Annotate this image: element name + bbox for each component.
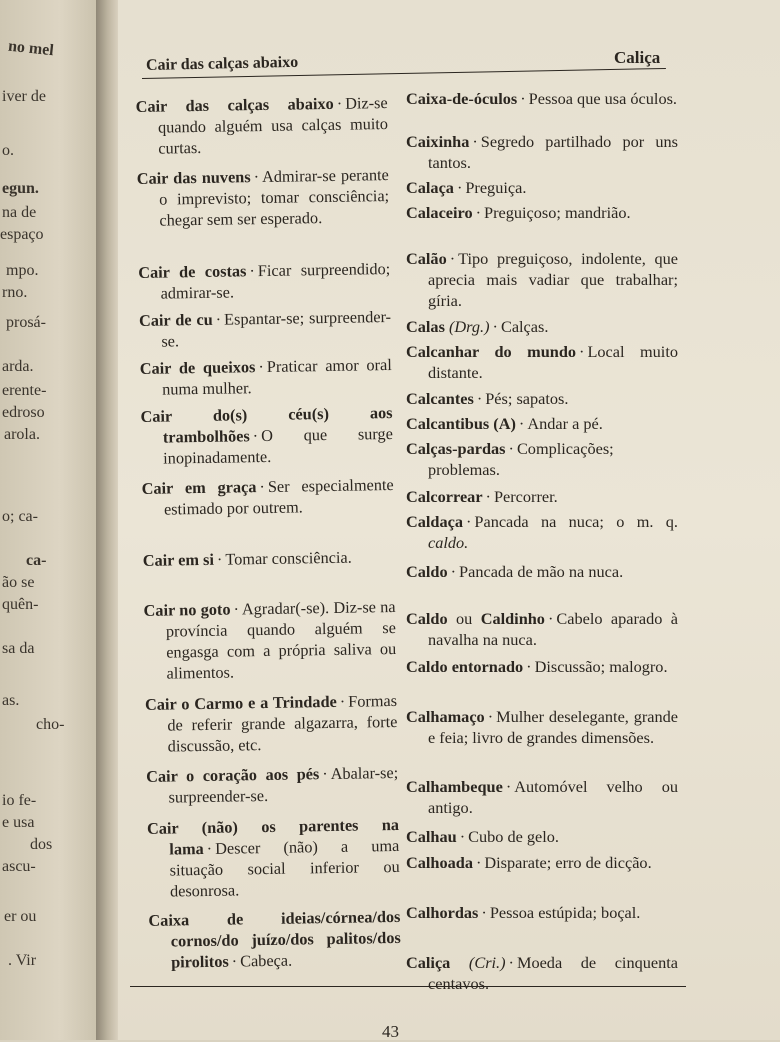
- entry-definition: Moeda de cinquenta centavos.: [428, 953, 678, 993]
- dictionary-entry: [143, 546, 395, 571]
- entry-term: Cair do(s) céu(s) aos trambolhões: [140, 402, 393, 447]
- entry-definition: Praticar amor oral numa mulher.: [161, 354, 392, 399]
- dictionary-entry: [146, 762, 399, 808]
- entry-term: Calas: [406, 317, 445, 336]
- entry-separator: ·: [253, 167, 260, 187]
- dictionary-entry: [406, 511, 678, 553]
- entry-separator: ·: [485, 487, 491, 506]
- entry-term-variant: Caldinho: [480, 609, 545, 628]
- facing-page-fragment: arola.: [4, 426, 40, 443]
- facing-page-fragment: ca-: [26, 552, 47, 569]
- entry-separator: ·: [505, 777, 512, 796]
- dictionary-entry: [406, 341, 678, 383]
- dictionary-entry: [140, 402, 393, 469]
- entry-separator: ·: [459, 827, 466, 846]
- entry-separator: ·: [518, 414, 525, 433]
- entry-term: Cair de costas: [138, 261, 247, 282]
- facing-page-fragment: io fe-: [2, 792, 37, 809]
- dictionary-entry: [406, 608, 678, 650]
- facing-page: [0, 0, 100, 1040]
- dictionary-entry: [406, 852, 678, 873]
- entry-term: Caldo entornado: [406, 657, 524, 676]
- entry-cross-ref-label: m. q.: [636, 512, 678, 531]
- entry-definition: Pessoa estúpida; boçal.: [489, 903, 641, 922]
- entry-definition: Preguiçoso; mandrião.: [484, 203, 631, 222]
- entry-term: Cair (não) os parentes na lama: [146, 814, 400, 859]
- entry-definition: O que surge inopinadamente.: [163, 423, 393, 468]
- entry-term: Cair o coração aos pés: [146, 764, 320, 786]
- dictionary-entry: [406, 826, 678, 847]
- entry-separator: ·: [476, 389, 483, 408]
- entry-definition: Cabelo aparado à navalha na nuca.: [428, 609, 678, 649]
- entry-separator: ·: [252, 426, 259, 446]
- entry-separator: ·: [322, 764, 328, 784]
- dictionary-entry: [145, 690, 398, 757]
- entry-separator: ·: [449, 249, 456, 268]
- entry-definition: Segredo partilhado por uns tantos.: [428, 132, 678, 172]
- entry-term: Caldo: [406, 562, 448, 581]
- entry-separator: ·: [465, 512, 472, 531]
- entry-term: Calhau: [406, 827, 457, 846]
- entry-definition: Percorrer.: [493, 487, 558, 506]
- entry-definition: Espantar-se; surpreender-se.: [161, 307, 392, 351]
- facing-page-fragment: no mel: [7, 37, 55, 60]
- dictionary-entry: [406, 706, 678, 748]
- entry-separator: ·: [450, 562, 457, 581]
- entry-definition: Cubo de gelo.: [468, 827, 559, 846]
- entry-abbreviation: (Drg.): [448, 317, 490, 336]
- entry-separator: ·: [258, 357, 265, 377]
- entry-separator: ·: [456, 178, 463, 197]
- dictionary-entry: [406, 438, 678, 480]
- entry-term: Caliça: [406, 953, 451, 972]
- entry-definition: Ser especialmente estimado por outrem.: [163, 474, 394, 519]
- entry-term: Caldo: [406, 609, 448, 628]
- entry-abbreviation: (Cri.): [468, 953, 506, 972]
- entry-term: Calcorrear: [406, 487, 483, 506]
- dictionary-entry: [148, 906, 401, 973]
- entry-definition: Tipo preguiçoso, indolente, que aprecia mais vadiar que trabalhar; gíria.: [428, 249, 678, 310]
- entry-term: Cair em si: [142, 549, 215, 570]
- entry-definition: Pancada na nuca; o: [474, 512, 625, 531]
- entry-term: Calcanhar do mundo: [406, 342, 577, 361]
- facing-page-fragment: e usa: [2, 814, 35, 831]
- dictionary-entry: [147, 814, 400, 902]
- entry-term: Cair em graça: [141, 477, 257, 498]
- entry-separator: ·: [579, 342, 585, 361]
- entry-term: Cair das calças abaixo: [135, 93, 334, 116]
- entry-term: Cair de cu: [138, 309, 213, 330]
- facing-page-fragment: er ou: [4, 908, 37, 925]
- entry-separator: ·: [216, 549, 223, 569]
- facing-page-fragment: dos: [30, 836, 53, 853]
- entry-definition: Pés; sapatos.: [485, 389, 569, 408]
- entry-definition: Preguiça.: [465, 178, 527, 197]
- entry-term: Cair o Carmo e a Trindade: [144, 691, 337, 714]
- entry-term: Cair de queixos: [139, 357, 256, 378]
- facing-page-fragment: arda.: [2, 358, 34, 375]
- dictionary-entry: [406, 88, 678, 109]
- entry-term: Calaceiro: [406, 203, 473, 222]
- entry-definition: Pessoa que usa óculos.: [528, 89, 677, 108]
- entry-separator: ·: [215, 309, 222, 329]
- entry-definition: Calças.: [500, 317, 549, 336]
- facing-page-fragment: as.: [2, 692, 20, 709]
- dictionary-entry: [406, 776, 678, 818]
- facing-page-fragment: sa da: [2, 640, 35, 657]
- dictionary-entry: [406, 561, 678, 582]
- entry-separator: ·: [249, 261, 255, 281]
- facing-page-fragment: mpo.: [6, 262, 39, 279]
- entry-definition: Automóvel velho ou antigo.: [428, 777, 678, 817]
- facing-page-fragment: cho-: [36, 716, 65, 733]
- page-number: 43: [382, 1022, 399, 1041]
- entry-cross-ref: caldo.: [428, 533, 469, 552]
- entry-term: Calhamaço: [406, 707, 485, 726]
- entry-separator: ·: [492, 317, 498, 336]
- entry-term: Cair das nuvens: [136, 167, 251, 188]
- dictionary-entry: [406, 656, 678, 677]
- entry-separator: ·: [508, 953, 514, 972]
- entry-term: Calhambeque: [406, 777, 503, 796]
- footer-rule: [130, 986, 686, 987]
- entry-separator: ·: [487, 707, 494, 726]
- dictionary-entry: [138, 258, 391, 304]
- entry-separator: ·: [206, 838, 213, 858]
- entry-term: Calcantes: [406, 389, 474, 408]
- facing-page-fragment: erente-: [2, 382, 47, 399]
- entry-definition: Cabeça.: [239, 950, 293, 971]
- entry-separator: ·: [339, 691, 346, 711]
- entry-definition: Abalar-se; surpreender-se.: [168, 762, 399, 807]
- entry-definition: Admirar-se perante o imprevisto; tomar consciência; chegar sem ser esperado.: [158, 165, 390, 230]
- entry-term: Calcantibus (A): [406, 414, 516, 433]
- dictionary-entry: [136, 92, 389, 159]
- facing-page-fragment: rno.: [2, 284, 28, 301]
- facing-page-fragment: iver de: [2, 88, 46, 105]
- entry-separator: ·: [508, 439, 514, 458]
- entry-term: Caldaça: [406, 512, 463, 531]
- entry-term: Calaça: [406, 178, 454, 197]
- dictionary-entry: [406, 413, 678, 434]
- entry-term: Calhordas: [406, 903, 479, 922]
- entry-definition: Andar a pé.: [527, 414, 603, 433]
- dictionary-entry: [137, 164, 390, 231]
- dictionary-entry: [406, 952, 678, 994]
- entry-separator: ·: [475, 853, 482, 872]
- entry-definition: Pancada de mão na nuca.: [459, 562, 624, 581]
- entry-term: Calças-pardas: [406, 439, 506, 458]
- dictionary-entry: [406, 131, 678, 173]
- entry-definition: Complicações; problemas.: [428, 439, 614, 479]
- entry-separator: ·: [547, 609, 554, 628]
- facing-page-fragment: espaço: [0, 226, 44, 243]
- dictionary-entry: [406, 486, 678, 507]
- entry-term: Calão: [406, 249, 447, 268]
- entry-separator: ·: [259, 477, 266, 497]
- entry-joiner: ou: [456, 609, 473, 628]
- entry-definition: Local muito distante.: [428, 342, 678, 382]
- facing-page-fragment: prosá-: [6, 314, 46, 331]
- dictionary-entry: [406, 177, 678, 198]
- facing-page-fragment: ão se: [2, 574, 35, 591]
- entry-separator: ·: [472, 132, 478, 151]
- entry-definition: Disparate; erro de dicção.: [484, 853, 652, 872]
- running-header-right: Caliça: [614, 48, 661, 67]
- entry-definition: Mulher deselegante, grande e feia; livro de grandes dimensões.: [428, 707, 678, 747]
- dictionary-entry: [406, 202, 678, 223]
- entry-separator: ·: [231, 951, 238, 971]
- dictionary-entry: [142, 474, 395, 520]
- facing-page-fragment: egun.: [2, 180, 39, 197]
- dictionary-entry: [406, 902, 678, 923]
- dictionary-entry: [143, 596, 396, 684]
- entry-separator: ·: [233, 599, 240, 619]
- entry-separator: ·: [526, 657, 532, 676]
- entry-term: Caixinha: [406, 132, 470, 151]
- entry-definition: Ficar surpreendido; admirar-se.: [160, 259, 391, 303]
- dictionary-entry: [406, 388, 678, 409]
- entry-definition: Descer (não) a uma situação social inferior ou desonrosa.: [169, 835, 400, 901]
- facing-page-fragment: edroso: [2, 404, 45, 421]
- entry-separator: ·: [520, 89, 526, 108]
- entry-definition: Diz-se quando alguém usa calças muito curtas.: [157, 93, 389, 158]
- entry-term: Cair no goto: [143, 599, 231, 620]
- dictionary-entry: [406, 316, 678, 337]
- entry-term: Caixa-de-óculos: [406, 89, 518, 108]
- entry-separator: ·: [475, 203, 482, 222]
- facing-page-fragment: o; ca-: [2, 508, 38, 525]
- entry-definition: Formas de referir grande algazarra, forte discussão, etc.: [167, 690, 398, 756]
- dictionary-entry: [140, 354, 393, 400]
- entry-definition: Tomar consciência.: [225, 547, 352, 569]
- facing-page-fragment: o.: [2, 142, 14, 159]
- dictionary-entry: [139, 306, 392, 352]
- entry-definition: Agradar(-se). Diz-se na província quando alguém se engasga com a própria saliva ou alimentos.: [165, 596, 397, 683]
- running-header-left: Cair das calças abaixo: [145, 53, 299, 74]
- facing-page-fragment: . Vir: [8, 952, 37, 969]
- entry-definition: Discussão; malogro.: [534, 657, 668, 676]
- entry-separator: ·: [481, 903, 487, 922]
- entry-term: Calhoada: [406, 853, 473, 872]
- facing-page-fragment: quên-: [2, 596, 39, 613]
- dictionary-entry: [406, 248, 678, 311]
- facing-page-fragment: ascu-: [2, 858, 36, 875]
- facing-page-fragment: na de: [2, 204, 37, 221]
- entry-term: Caixa de ideias/córnea/dos cornos/do juízo/dos palitos/dos pirolitos: [148, 906, 401, 972]
- entry-separator: ·: [336, 93, 343, 113]
